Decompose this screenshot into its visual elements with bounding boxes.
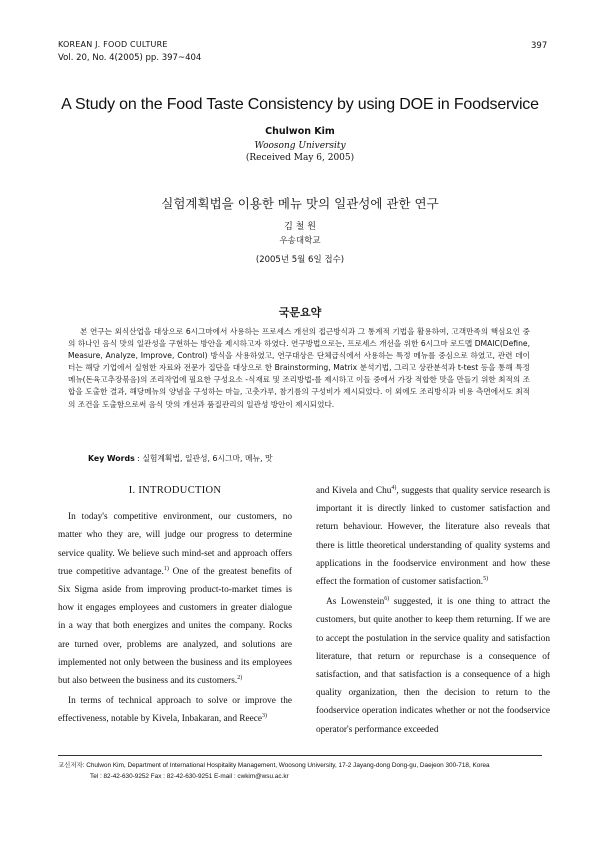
keywords-list: : 실험계획법, 일관성, 6시그마, 메뉴, 맛: [134, 454, 273, 463]
paragraph-text: As Lowenstein: [326, 597, 385, 608]
footnote-contact: Tel : 82-42-630-9252 Fax : 82-42-630-9251 E-mail : cwkim@wsu.ac.kr: [90, 773, 289, 780]
footnote-label: 교신저자:: [58, 762, 87, 769]
reference-marker: 4): [391, 484, 397, 491]
section-heading: I. INTRODUCTION: [128, 485, 222, 496]
paper-title-en: A Study on the Food Taste Consistency by using DOE in Foodservice: [61, 96, 539, 113]
author-ko: 김 철 원: [284, 222, 316, 232]
paragraph: [58, 692, 292, 728]
paper-title-ko: 실험계획법을 이용한 메뉴 맛의 일관성에 관한 연구: [161, 196, 439, 211]
affiliation-ko: 우송대학교: [279, 236, 321, 246]
abstract-text: 본 연구는 외식산업을 대상으로 6시그마에서 사용하는 프로세스 개선의 접근방식과 그 통계적 기법을 활용하여, 고객만족의 핵심요인 중의 하나인 음식 맛의 일관성을 구현하는 방안을 제시하고자 하였다. 연구방법으로는, 프로세스 개선을 위한 6시그마 로드맵 DMAIC(Define, Measure, Analyze, Improve, Control) 방식을 사용하였고, 연구대상은 단체급식에서 사용하는 특정 메뉴를 중심으로 하였고, 관련 데이터는 해당 기업에서 실험한 자료와 전문가 집단을 대상으로 한 Brainstorming, Matrix 분석기법, 그리고 상관분석과 t-test 등을 통해 특정메뉴(돈육고추장볶음)의 조리작업에 필요한 구성요소 -식재료 및 조리방법-를 제시하고 이들 중에서 가장 적합한 맛을 만들기 위한 최적의 조합을 도출한 결과, 해당메뉴의 양념을 구성하는 마늘, 고춧가루, 참기름의 구성비가 제시되었다. 이 외에도 조리방식과 비용 측면에서도 최적의 조건을 도출함으로써 음식 맛의 개선과 품질관리의 일관성 방안이 제시되었다.: [68, 327, 530, 409]
reference-marker: 1): [163, 565, 169, 572]
abstract-heading: 국문요약: [278, 306, 322, 319]
page-number: 397: [531, 41, 548, 51]
footnote-divider: [58, 755, 542, 756]
paragraph: [316, 593, 550, 739]
reference-marker: 6): [384, 596, 390, 603]
author-en: Chulwon Kim: [265, 126, 335, 137]
journal-name: KOREAN J. FOOD CULTURE: [58, 40, 168, 49]
paragraph-text: One of the greatest benefits of Six Sigma aside from improving product-to-market times is how it engages employees and customers in greater dialogue in a way that both energizes and unites the company. Rocks are turned over, problems are analyzed, and solutions are implemented not only between the business and its employees but also between the business and its customers.: [58, 566, 292, 687]
received-date-ko: (2005년 5월 6일 접수): [255, 255, 345, 265]
right-column: [316, 482, 550, 739]
received-date-en: (Received May 6, 2005): [245, 153, 355, 163]
footnote-line: [58, 760, 558, 771]
paragraph-text: , suggests that quality service research is important it is directly linked to customer satisfaction and return behaviour. However, the literature also reveals that there is little theoretical understanding of quality systems and applications in the foodservice environment and how these effect the formation of customer satisfaction.: [316, 486, 550, 588]
affiliation-en: Woosong University: [254, 141, 346, 151]
paragraph: [58, 508, 292, 690]
reference-marker: 2): [237, 674, 243, 681]
keywords: [88, 453, 273, 464]
paragraph-text: In today's competitive environment, our customers, no matter who they are, will judge our progress to determine service quality. We believe such mind-set and approach offers true competitive advantage.: [58, 512, 292, 577]
paragraph: [316, 482, 550, 591]
paragraph-text: and Kivela and Chu: [316, 486, 392, 496]
reference-marker: 3): [262, 713, 268, 720]
paragraph-text: suggested, it is one thing to attract the customers, but quite another to keep them returning. If we are to accept the postulation in the service quality and satisfaction literature, that return or repurchase is a consequence of satisfaction, and that satisfaction is a consequence of a high quality organization, then the decision to return to the foodservice operation indicates whether or not the foodservice operator's performance exceeded: [316, 597, 550, 735]
footnote-address: Chulwon Kim, Department of International Hospitality Management, Woosong University, 17-2 Jayang-dong Dong-gu, Daejeon 300-718, Korea: [86, 762, 490, 769]
left-column: [58, 482, 292, 729]
journal-volume: Vol. 20, No. 4(2005) pp. 397~404: [58, 53, 202, 63]
keywords-label: Key Words: [88, 454, 135, 463]
reference-marker: 5): [483, 575, 489, 582]
paragraph-text: In terms of technical approach to solve or improve the effectiveness, notable by Kivela, Inbakaran, and Reece: [58, 696, 292, 725]
corresponding-author-footnote: [58, 760, 558, 782]
